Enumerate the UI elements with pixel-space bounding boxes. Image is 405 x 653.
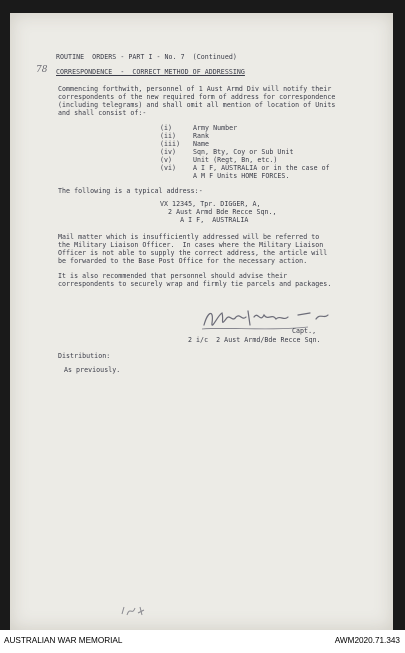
document-title: ROUTINE ORDERS - PART I - No. 7 (Continued)	[56, 53, 237, 61]
pencil-mark	[120, 604, 160, 618]
list-item-text: Name	[193, 140, 210, 148]
handwritten-signature	[198, 305, 348, 337]
list-item-number: (iv)	[160, 148, 177, 156]
typical-address: VX 12345, Tpr. DIGGER, A, 2 Aust Armd Bde Recce Sqn., A I F, AUSTRALIA	[160, 200, 277, 224]
signature-rank: Capt.,	[292, 327, 317, 335]
recommend-paragraph: It is also recommended that personnel should advise their correspondents to securely wrap and firmly tie parcels and packages.	[58, 272, 332, 288]
intro-paragraph: Commencing forthwith, personnel of 1 Aust Armd Div will notify their correspondents of the new required form of address for correspondence (including telegrams) and shall omit all mention of location of Units and shall consist of:-	[58, 85, 336, 117]
margin-annotation: 78	[36, 65, 48, 75]
list-item-number: (iii)	[160, 140, 181, 148]
section-heading: CORRESPONDENCE - CORRECT METHOD OF ADDRESSING	[56, 68, 245, 76]
distribution-value: As previously.	[64, 366, 121, 374]
list-item-text: A I F, AUSTRALIA or in the case of A M F Units HOME FORCES.	[193, 164, 330, 180]
list-item-number: (v)	[160, 156, 173, 164]
mail-paragraph: Mail matter which is insufficiently addressed will be referred to the Military Liaison Officer. In cases where the Military Liaison Officer is not able to supply the correct address, the article will be forwarded to the Base Post Office for the necessary action.	[58, 233, 328, 265]
list-item-text: Sqn, Bty, Coy or Sub Unit	[193, 148, 294, 156]
archive-footer	[0, 630, 405, 653]
list-item-number: (i)	[160, 124, 173, 132]
list-item-text: Unit (Regt, Bn, etc.)	[193, 156, 278, 164]
signature-unit: 2 i/c 2 Aust Armd/Bde Recce Sqn.	[188, 336, 321, 344]
list-item-text: Rank	[193, 132, 210, 140]
typical-address-label: The following is a typical address:-	[58, 187, 203, 195]
footer-accession-number: AWM2020.71.343	[334, 636, 400, 645]
distribution-label: Distribution:	[58, 352, 111, 360]
list-item-text: Army Number	[193, 124, 238, 132]
footer-source: AUSTRALIAN WAR MEMORIAL	[4, 636, 123, 645]
list-item-number: (ii)	[160, 132, 177, 140]
list-item-number: (vi)	[160, 164, 177, 172]
